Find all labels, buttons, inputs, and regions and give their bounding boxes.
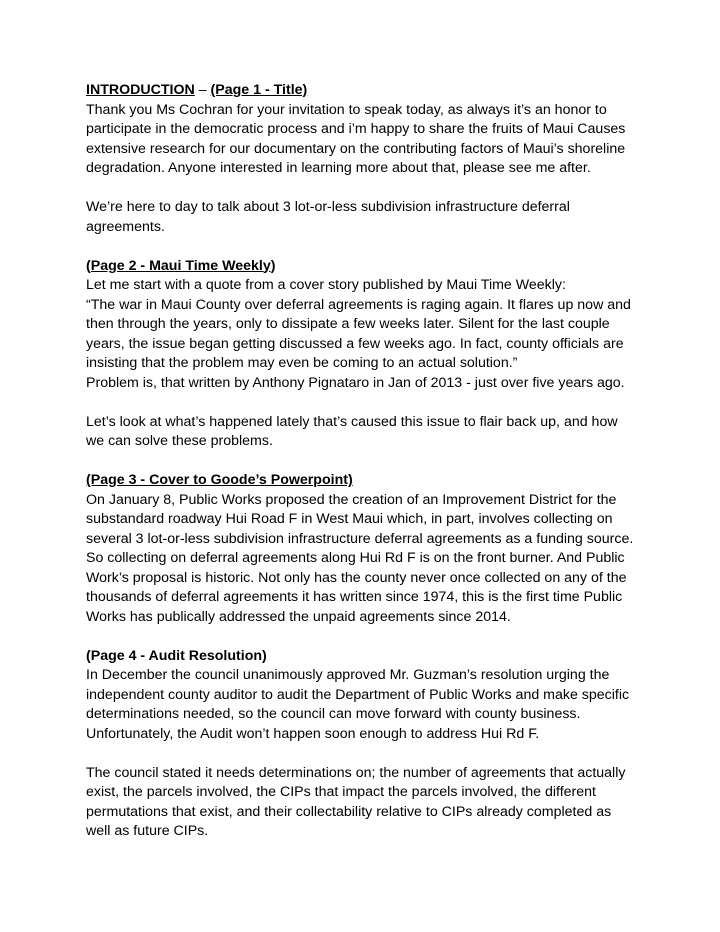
page4-p1-line-2: independent county auditor to audit the Department of Public Works and make specific	[86, 686, 630, 703]
page2-p1-line-1: Let me start with a quote from a cover story published by Maui Time Weekly:	[86, 277, 566, 293]
page4-p2-line-1: The council stated it needs determinations on; the number of agreements that actually	[86, 764, 626, 781]
document-page	[86, 81, 646, 842]
intro-subheading: (Page 1 - Title)	[210, 82, 308, 98]
intro-heading: INTRODUCTION	[86, 82, 195, 98]
intro-p1-line-2: participate in the democratic process and i’m happy to share the fruits of Maui Causes	[86, 121, 626, 137]
page2-p1-line-5: insisting that the problem may even be coming to an actual solution.”	[86, 355, 518, 371]
page2-p1-line-3: then through the years, only to dissipate a few weeks later. Silent for the last couple	[86, 316, 610, 332]
page4-p2-line-2: exist, the parcels involved, the CIPs that impact the parcels involved, the different	[86, 784, 596, 800]
page4-p2-line-4: well as future CIPs.	[86, 823, 209, 839]
paragraph-gap	[86, 627, 646, 647]
page2-p2-line-1: Let’s look at what’s happened lately that’s caused this issue to flair back up, and how	[86, 413, 618, 430]
page2-p1-line-4: years, the issue began getting discussed a few weeks ago. In fact, county officials are	[86, 335, 624, 352]
page4-p1-line-4: Unfortunately, the Audit won’t happen soon enough to address Hui Rd F.	[86, 725, 540, 742]
page3-p1-line-5: Work’s proposal is historic. Not only has the county never once collected on any of the	[86, 569, 627, 586]
intro-heading-line	[86, 81, 646, 101]
page3-heading: (Page 3 - Cover to Goode’s Powerpoint)	[86, 472, 353, 488]
page4-p1-line-3: determinations needed, so the council can move forward with county business.	[86, 706, 581, 722]
page2-heading: (Page 2 - Maui Time Weekly)	[86, 257, 276, 274]
intro-p1-line-1: Thank you Ms Cochran for your invitation to speak today, as always it’s an honor to	[86, 101, 607, 118]
paragraph-gap	[86, 393, 646, 413]
intro-dash: –	[194, 82, 211, 98]
intro-p2-line-1: We’re here to day to talk about 3 lot-or-less subdivision infrastructure deferral	[86, 199, 570, 215]
page2-p1-line-6: Problem is, that written by Anthony Pignataro in Jan of 2013 - just over five years ago.	[86, 374, 625, 391]
page4-p1-line-1: In December the council unanimously approved Mr. Guzman’s resolution urging the	[86, 667, 610, 683]
page4-heading: (Page 4 - Audit Resolution)	[86, 647, 267, 664]
page3-p1-line-3: several 3 lot-or-less subdivision infrastructure deferral agreements as a funding source.	[86, 530, 634, 547]
page2-p1-line-2: “The war in Maui County over deferral agreements is raging again. It flares up now and	[86, 296, 631, 313]
page3-p1-line-6: thousands of deferral agreements it has written since 1974, this is the first time Public	[86, 589, 623, 605]
page3-p1-line-4: So collecting on deferral agreements along Hui Rd F is on the front burner. And Public	[86, 550, 625, 566]
paragraph-gap	[86, 744, 646, 764]
intro-p2-line-2: agreements.	[86, 218, 165, 235]
intro-p1-line-3: extensive research for our documentary on the contributing factors of Maui’s shoreline	[86, 140, 626, 157]
intro-p1-line-4: degradation. Anyone interested in learning more about that, please see me after.	[86, 160, 591, 176]
paragraph-gap	[86, 237, 646, 257]
paragraph-gap	[86, 179, 646, 199]
page3-p1-line-7: Works has publically addressed the unpaid agreements since 2014.	[86, 608, 511, 625]
page4-p2-line-3: permutations that exist, and their collectability relative to CIPs already completed as	[86, 803, 612, 820]
paragraph-gap	[86, 452, 646, 472]
page3-p1-line-1: On January 8, Public Works proposed the creation of an Improvement District for the	[86, 491, 617, 508]
page3-p1-line-2: substandard roadway Hui Road F in West Maui which, in part, involves collecting on	[86, 511, 613, 527]
page2-p2-line-2: we can solve these problems.	[86, 433, 273, 449]
